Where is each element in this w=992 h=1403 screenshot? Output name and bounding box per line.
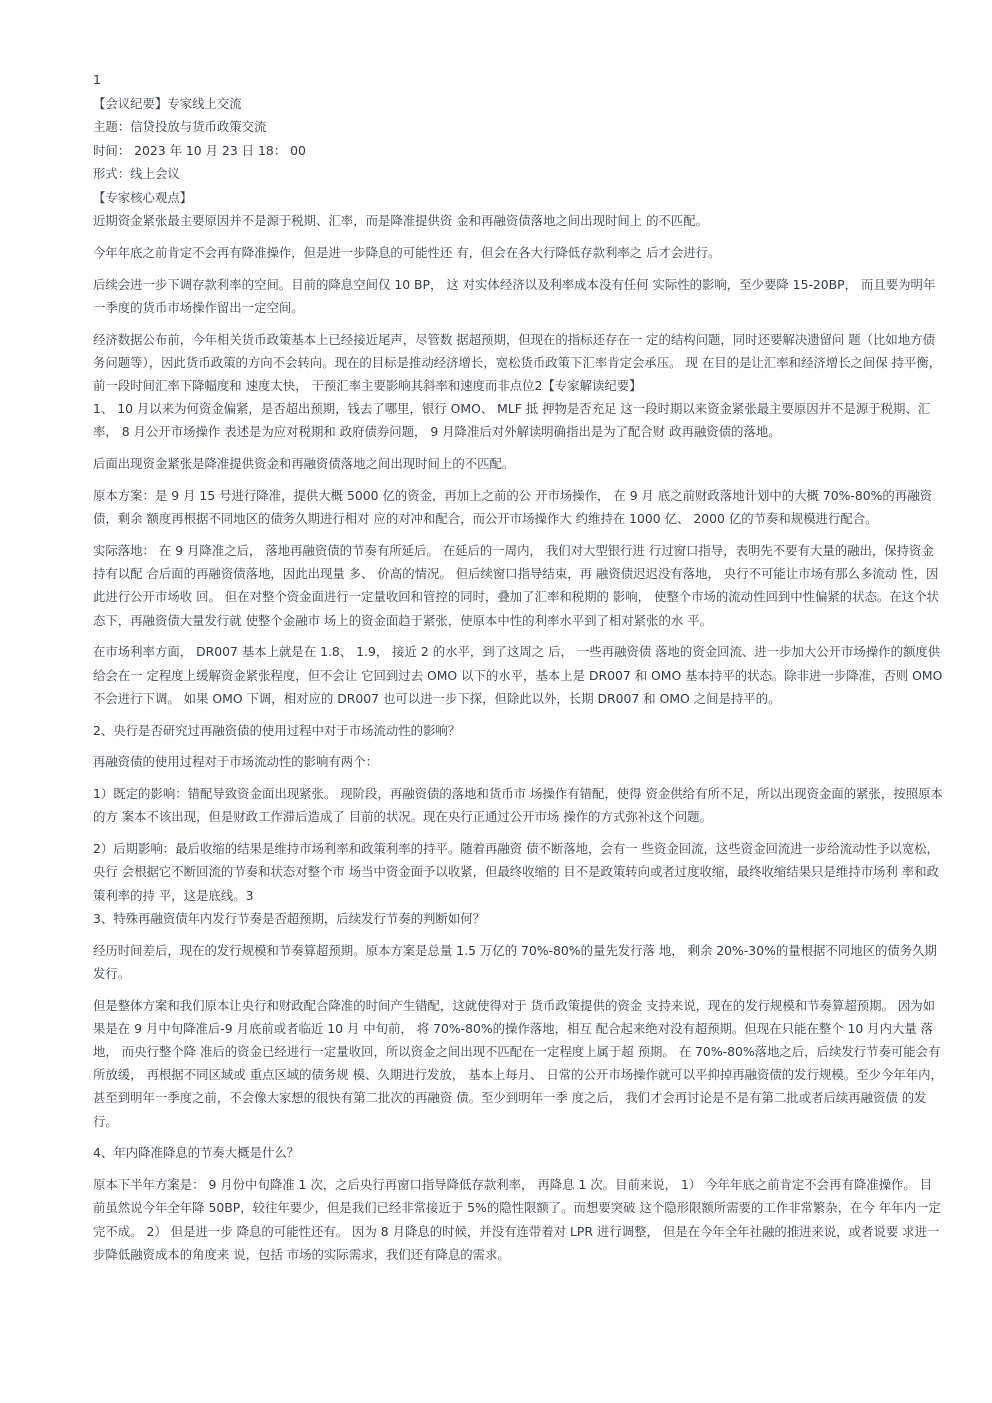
paragraph: 2）后期影响：最后收缩的结果是维持市场利率和政策利率的持平。随着再融资 债不断落地，会有一 些资金回流，这些资金回流进一步给流动性予以宽松，央行 会根据它不断回流的节奏和状态对整个市 场当中资金面予以收紧，但最终收缩的 目不是政策转向或者过度收缩，最终收缩结果只是维持市场利 率和政策利率的持 平，这是底线。3 — [93, 841, 939, 903]
page-number: 1 — [93, 72, 101, 87]
paragraph: 但是整体方案和我们原本让央行和财政配合降准的时间产生错配，这就使得对于 货币政策提供的资金 支持来说，现在的发行规模和节奏算超预期。 因为如果是在 9 月中旬降准后-9 月底前或者临近 10 月 中旬前， 将 70%-80%的操作落地，相互 配合起来绝对没有超预期。但现在只能在整个 10 月内大量 落地， 而央行整个降 准后的资金已经进行一定量收回，所以资金之间出现不匹配在一定程度上属于超 预期。 在 70%-80%落地之后，后续发行节奏可能会有所放缓， 再根据不同区域或 重点区域的债务规 模、久期进行发放， 基本上每月、 日常的公开市场操作就可以平抑掉再融资债的发行规模。至少今年年内，甚至到明年一季度之前，不会像大家想的很快有第二批次的再融资 债。至少到明年一季 度之后， 我们才会再讨论是不是有第二批或者后续再融资债 的发行。 — [93, 997, 943, 1129]
paragraph: 近期资金紧张最主要原因并不是源于税期、汇率，而是降准提供资 金和再融资债落地之间出现时间上 的不匹配。 — [93, 213, 709, 228]
paragraph: 今年年底之前肯定不会再有降准操作，但是进一步降息的可能性还 有，但会在各大行降低存款利率之 后才会进行。 — [93, 244, 721, 260]
question-paragraph: 1、 10 月以来为何资金偏紧，是否超出预期，钱去了哪里，银行 OMO、 MLF 抵 押物是否充足 这一段时期以来资金紧张最主要原因并不是源于税期、汇率， 8 月公开市场操作 表述是为应对税期和 政府债券问题， 9 月降准后对外解读明确指出是为了配合财 政再融资债的落地。 — [93, 401, 931, 440]
paragraph: 原本下半年方案是： 9 月份中旬降准 1 次，之后央行再窗口指导降低存款利率， 再降息 1 次。目前来说， 1） 今年年底之前肯定不会再有降准操作。 目前虽然说今年全年降 50BP，较往年要少，但是我们已经非常接近于 5%的隐性限额了。而想要突破 这个隐形限额所需要的工作非常繁杂，在今 年年内一定完不成。 2） 但是进一步 降息的可能性还有。 因为 8 月降息的时候，并没有连带着对 LPR 进行调整， 但是在今年全年社融的推进来说，或者说要 求进一步降低融资成本的角度来 说，包括 市场的实际需求，我们还有降息的需求。 — [93, 1177, 941, 1262]
paragraph: 后续会进一步下调存款利率的空间。目前的降息空间仅 10 BP， 这 对实体经济以及利率成本没有任何 实际性的影响，至少要降 15-20BP， 而且要为明年一季度的货币市场操作留出一定空间。 — [93, 276, 936, 315]
meeting-topic: 主题：信贷投放与货币政策交流 — [93, 119, 267, 134]
paragraph: 后面出现资金紧张是降准提供资金和再融资债落地之间出现时间上的不匹配。 — [93, 456, 515, 472]
question-heading: 2、央行是否研究过再融资债的使用过程中对于市场流动性的影响？ — [93, 722, 461, 738]
question-heading: 3、特殊再融资债年内发行节奏是否超预期，后续发行节奏的判断如何？ — [93, 910, 485, 926]
document-title: 【会议纪要】专家线上交流 — [93, 95, 242, 111]
section-heading-core-views: 【专家核心观点】 — [93, 189, 193, 205]
paragraph: 经济数据公布前，今年相关货币政策基本上已经接近尾声，尽管数 据超预期，但现在的指标还存在一 定的结构问题，同时还要解决遗留问 题（比如地方债务问题等），因此货币政策的方向不会转向。现在的目标是推动经济增长，宽松货币政策下汇率肯定会承压。 现 在目的是让汇率和经济增长之间保 持平衡，前一段时间汇率下降幅度和 速度太快， 干预汇率主要影响其斜率和速度而非点位2【专家解读纪要】 — [93, 331, 942, 393]
paragraph: 在市场利率方面， DR007 基本上就是在 1.8、 1.9， 接近 2 的水平，到了这周之 后， 一些再融资债 落地的资金回流、进一步加大公开市场操作的额度供给会在一 定程度上缓解资金紧张程度，但不会让 它回到过去 OMO 以下的水平，基本上是 DR007 和 OMO 基本持平的状态。除非进一步降准，否则 OMO 不会进行下调。 如果 OMO 下调，相对应的 DR007 也可以进一步下探，但除此以外，长期 DR007 和 OMO 之间是持平的。 — [93, 644, 943, 706]
paragraph: 原本方案：是 9 月 15 号进行降准，提供大概 5000 亿的资金，再加上之前的公 开市场操作， 在 9 月 底之前财政落地计划中的大概 70%-80%的再融资债，剩余 额度再根据不同地区的债务久期进行相对 应的对冲和配合，而公开市场操作大 约维持在 1000 亿、 2000 亿的节奏和规模进行配合。 — [93, 488, 932, 527]
paragraph: 经历时间差后，现在的发行规模和节奏算超预期。原本方案是总量 1.5 万亿的 70%-80%的量先发行落 地， 剩余 20%-30%的量根据不同地区的债务久期发行。 — [93, 942, 937, 981]
paragraph: 再融资债的使用过程对于市场流动性的影响有两个： — [93, 754, 378, 770]
paragraph: 实际落地： 在 9 月降准之后， 落地再融资债的节奏有所延后。 在延后的一周内， 我们对大型银行进 行过窗口指导，表明先不要有大量的融出，保持资金持有以配 合后面的再融资债落地，因此出现量 多、 价高的情况。 但后续窗口指导结束，再 融资债迟迟没有落地， 央行不可能让市场有那么多流动 性，因此进行公开市场收 回。 但在对整个资金面进行一定量收回和管控的同时，叠加了汇率和税期的 影响， 使整个市场的流动性回到中性偏紧的状态。在这个状态下，再融资债大量发行就 使整个金融市 场上的资金面趋于紧张，使原本中性的利率水平到了相对紧张的水 平。 — [93, 543, 939, 628]
paragraph: 1）既定的影响：错配导致资金面出现紧张。 现阶段，再融资债的落地和货币市 场操作有错配，使得 资金供给有所不足，所以出现资金面的紧张，按照原本的方 案本不该出现，但是财政工作滞后造成了 目前的状况。现在央行正通过公开市场 操作的方式弥补这个问题。 — [93, 786, 943, 825]
document-page — [93, 68, 943, 1275]
meeting-time: 时间： 2023 年 10 月 23 日 18： 00 — [93, 142, 306, 158]
meeting-format: 形式：线上会议 — [93, 166, 180, 181]
question-heading: 4、年内降准降息的节奏大概是什么？ — [93, 1145, 300, 1161]
